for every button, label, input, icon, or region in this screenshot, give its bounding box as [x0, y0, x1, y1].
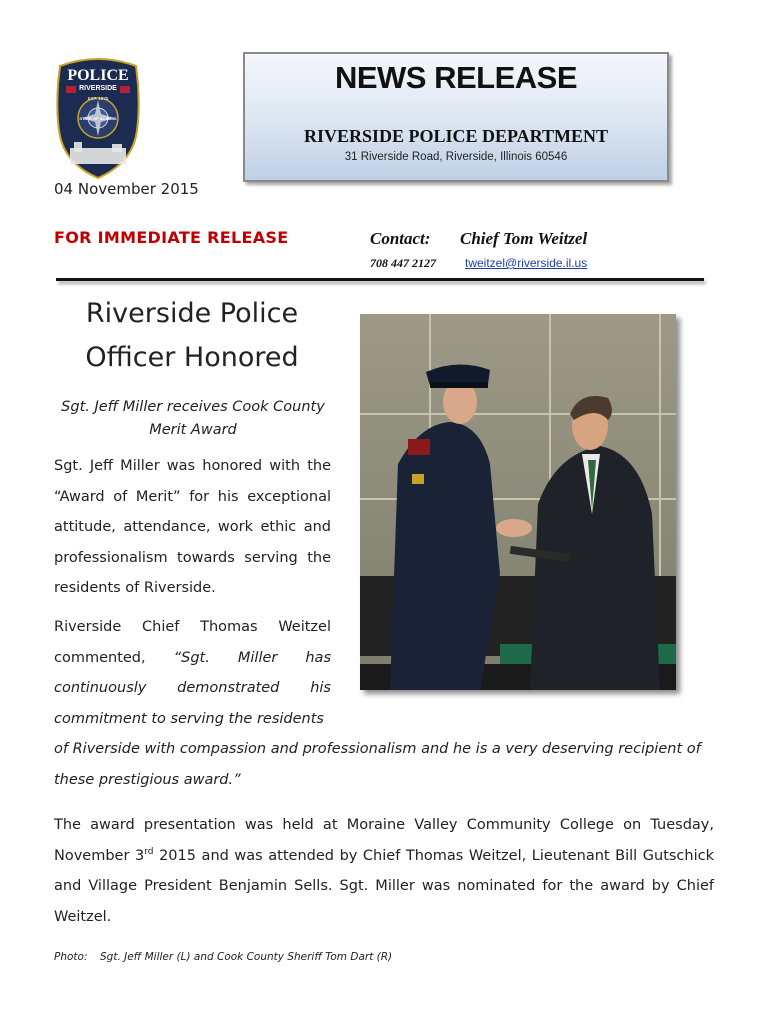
- paragraph-3-part-a: The award presentation was held at Moraine Valley Community College on Tuesday, November 3: [54, 817, 714, 864]
- headline-line-1: Riverside Police: [85, 298, 299, 329]
- photo-caption-text: Sgt. Jeff Miller (L) and Cook County Sheriff Tom Dart (R): [100, 951, 393, 963]
- chief-quote-continued: of Riverside with compassion and professionalism and he is a very deserving recipient of these prestigious award.”: [54, 741, 701, 788]
- article-subtitle: Sgt. Jeff Miller receives Cook County Merit Award: [61, 399, 325, 438]
- department-address: 31 Riverside Road, Riverside, Illinois 60546: [344, 151, 568, 163]
- paragraph-2-lead: Riverside Chief Thomas Weitzel commented,: [54, 619, 331, 666]
- news-release-header: [243, 52, 669, 182]
- award-photo: [360, 314, 676, 690]
- article-paragraph-1: Sgt. Jeff Miller was honored with the “Award of Merit” for his exceptional attitude, attendance, work ethic and professionalism towards serving the residents of Riverside.: [54, 458, 331, 596]
- article-paragraph-2: [54, 612, 331, 734]
- immediate-release-label: FOR IMMEDIATE RELEASE: [54, 228, 289, 247]
- header-divider: [56, 278, 704, 281]
- award-photo-image: [360, 314, 676, 690]
- release-date: 04 November 2015: [54, 180, 199, 198]
- contact-label: Contact:: [370, 229, 431, 248]
- badge-est-text: EST. 1875: [87, 96, 109, 101]
- photo-caption-label: Photo:: [54, 951, 88, 963]
- contact-name: Chief Tom Weitzel: [460, 229, 588, 248]
- news-release-title: NEWS RELEASE: [334, 60, 578, 95]
- headline-line-2: Officer Honored: [85, 342, 299, 373]
- contact-email-link[interactable]: tweitzel@riverside.il.us: [465, 256, 588, 270]
- contact-phone: 708 447 2127: [370, 256, 436, 270]
- paragraph-3-part-b: 2015 and was attended by Chief Thomas Weitzel, Lieutenant Bill Gutschick and Village President Benjamin Sells. Sgt. Miller was nominated for the award by Chief Weitzel.: [54, 847, 714, 925]
- badge-city-text: RIVERSIDE: [79, 85, 117, 92]
- chief-quote: “Sgt. Miller has continuously demonstrated his commitment to serving the residents: [54, 649, 331, 727]
- police-badge-logo: [54, 56, 142, 180]
- badge-state-text: STATE OF ILLINOIS: [79, 116, 117, 121]
- department-name: RIVERSIDE POLICE DEPARTMENT: [303, 126, 609, 146]
- ordinal-suffix: rd: [144, 846, 154, 857]
- article-paragraph-3: [54, 810, 714, 932]
- article-headline: [54, 292, 330, 380]
- shield-icon: [54, 56, 142, 180]
- badge-police-text: POLICE: [67, 67, 129, 84]
